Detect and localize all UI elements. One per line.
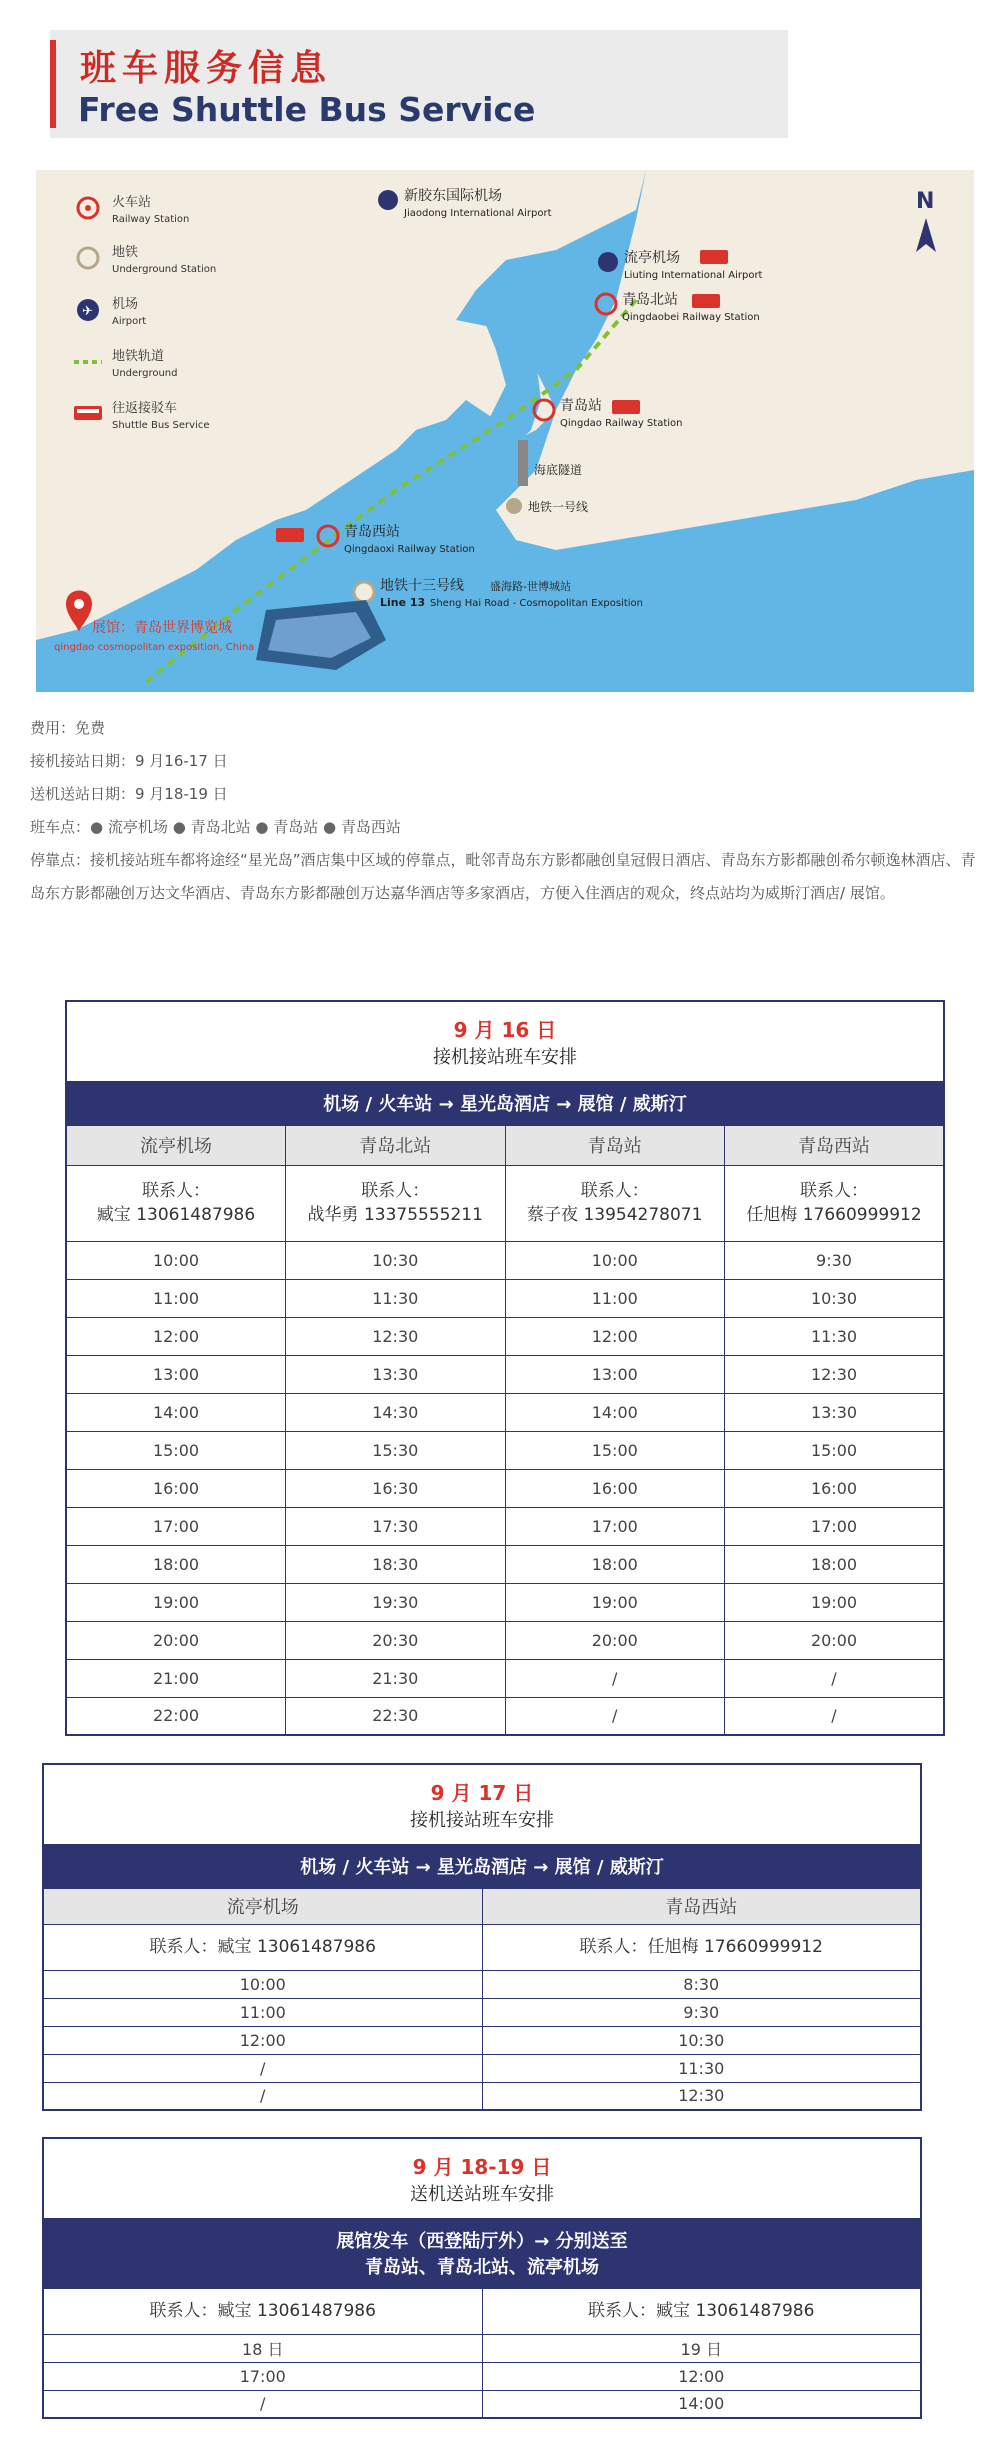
table-date: 9 月 18-19 日 — [412, 2154, 552, 2179]
time-cell: 21:00 — [66, 1659, 286, 1697]
legend-railway-zh: 火车站 — [112, 195, 152, 210]
table-row — [66, 1621, 944, 1659]
contact-cell — [725, 1165, 945, 1241]
time-cell: 16:00 — [725, 1469, 945, 1507]
time-cell: / — [505, 1697, 725, 1735]
label-line13-stop-en: Sheng Hai Road - Cosmopolitan Exposition — [430, 598, 643, 609]
day-cell: 19 日 — [482, 2334, 921, 2362]
stops-text — [30, 811, 984, 844]
time-cell: 12:00 — [505, 1317, 725, 1355]
svg-text:✈: ✈ — [82, 304, 93, 319]
contact-cell — [286, 1165, 506, 1241]
contact-cell: 联系人：臧宝 13061487986 — [43, 2288, 482, 2334]
time-cell: 16:00 — [505, 1469, 725, 1507]
contact-info: 臧宝 13061487986 — [96, 1205, 256, 1225]
time-cell: 19:00 — [66, 1583, 286, 1621]
time-cell: 19:00 — [505, 1583, 725, 1621]
time-cell: 21:30 — [286, 1659, 506, 1697]
label-jiaodong-zh: 新胶东国际机场 — [404, 188, 502, 204]
contact-cell — [66, 1165, 286, 1241]
label-qdbei-zh: 青岛北站 — [622, 292, 678, 308]
schedule-table-sep17 — [42, 1763, 922, 2111]
time-cell: 10:30 — [725, 1279, 945, 1317]
time-cell: 16:30 — [286, 1469, 506, 1507]
time-cell: 13:00 — [505, 1355, 725, 1393]
station-header: 流亭机场 — [66, 1125, 286, 1165]
time-cell: 15:00 — [725, 1431, 945, 1469]
table-date: 9 月 16 日 — [453, 1017, 557, 1042]
table-row — [66, 1507, 944, 1545]
time-cell: 10:30 — [286, 1241, 506, 1279]
time-cell: 18:30 — [286, 1545, 506, 1583]
airport-icon — [598, 252, 618, 272]
time-cell: 9:30 — [482, 1998, 921, 2026]
time-cell: 11:30 — [725, 1317, 945, 1355]
legend-metro-en: Underground — [112, 368, 178, 379]
time-cell: 12:00 — [482, 2362, 921, 2390]
table-row — [43, 2082, 921, 2110]
label-qd-en: Qingdao Railway Station — [560, 418, 683, 429]
time-cell: 17:00 — [725, 1507, 945, 1545]
time-cell: 15:00 — [505, 1431, 725, 1469]
time-cell: / — [725, 1697, 945, 1735]
legend-airport-zh: 机场 — [112, 297, 139, 312]
table-title-cell — [43, 2138, 921, 2218]
time-cell: 22:30 — [286, 1697, 506, 1735]
time-cell: 10:00 — [43, 1970, 482, 1998]
time-cell: / — [43, 2082, 482, 2110]
time-cell: 11:30 — [482, 2054, 921, 2082]
time-cell: 12:00 — [66, 1317, 286, 1355]
time-cell: 13:30 — [725, 1393, 945, 1431]
label-line13-en: Line 13 — [380, 596, 426, 609]
shuttle-bus-icon — [692, 294, 720, 308]
station-header: 青岛北站 — [286, 1125, 506, 1165]
time-cell: 15:30 — [286, 1431, 506, 1469]
table-row — [66, 1469, 944, 1507]
table-row — [66, 1697, 944, 1735]
table-row — [66, 1545, 944, 1583]
label-jiaodong-en: Jiaodong International Airport — [404, 208, 552, 219]
label-qd-zh: 青岛站 — [560, 398, 602, 414]
time-cell: 19:30 — [286, 1583, 506, 1621]
legend-shuttle-zh: 往返接驳车 — [112, 401, 178, 416]
time-cell: 20:00 — [66, 1621, 286, 1659]
contact-label: 联系人： — [580, 1181, 649, 1201]
time-cell: 12:30 — [725, 1355, 945, 1393]
label-line1: 地铁一号线 — [528, 500, 589, 514]
contact-info: 蔡子夜 13954278071 — [527, 1205, 703, 1225]
table-row — [66, 1431, 944, 1469]
legend-underground-zh: 地铁 — [112, 245, 139, 260]
station-header: 流亭机场 — [43, 1888, 482, 1924]
table-row — [66, 1317, 944, 1355]
time-cell: / — [505, 1659, 725, 1697]
stop-bullet: ● — [172, 818, 186, 836]
airport-icon — [378, 190, 398, 210]
table-row — [66, 1241, 944, 1279]
label-qdxi-en: Qingdaoxi Railway Station — [344, 544, 475, 555]
contact-info: 战华勇 13375555211 — [307, 1205, 483, 1225]
time-cell: 10:00 — [505, 1241, 725, 1279]
fee-text: 费用：免费 — [30, 719, 106, 737]
label-venue-zh: 展馆：青岛世界博览城 — [92, 620, 232, 636]
underground-station-icon — [354, 582, 374, 602]
dropoff-dates-text: 送机送站日期：9 月18-19 日 — [30, 785, 228, 803]
time-cell: 18:00 — [725, 1545, 945, 1583]
pickup-dates-text: 接机接站日期：9 月16-17 日 — [30, 752, 228, 770]
map-tunnel — [518, 440, 528, 486]
time-cell: 12:30 — [286, 1317, 506, 1355]
label-qdbei-en: Qingdaobei Railway Station — [622, 312, 760, 323]
schedule-rows — [66, 1241, 944, 1735]
stops-label: 班车点： — [30, 818, 91, 836]
label-tunnel: 海底隧道 — [534, 463, 583, 477]
label-liuting-en: Liuting International Airport — [624, 270, 763, 281]
table-row — [43, 2054, 921, 2082]
table-row — [43, 2026, 921, 2054]
table-subtitle: 接机接站班车安排 — [433, 1046, 577, 1068]
stop-item: 青岛站 — [273, 818, 319, 836]
time-cell: 15:00 — [66, 1431, 286, 1469]
schedule-table-sep18-19 — [42, 2137, 922, 2419]
time-cell: 17:00 — [43, 2362, 482, 2390]
time-cell: 12:00 — [43, 2026, 482, 2054]
label-qdxi-zh: 青岛西站 — [344, 524, 400, 540]
stop-item: 青岛西站 — [340, 818, 401, 836]
time-cell: 10:30 — [482, 2026, 921, 2054]
shuttle-bus-icon — [612, 400, 640, 414]
time-cell: 20:00 — [725, 1621, 945, 1659]
time-cell: 17:00 — [505, 1507, 725, 1545]
label-line13-stop-zh: 盛海路-世博城站 — [490, 580, 571, 593]
underground-station-icon — [506, 498, 522, 514]
time-cell: 17:00 — [66, 1507, 286, 1545]
time-cell: 11:00 — [66, 1279, 286, 1317]
time-cell: 8:30 — [482, 1970, 921, 1998]
legend-metro-zh: 地铁轨道 — [112, 349, 165, 364]
time-cell: 14:00 — [482, 2390, 921, 2418]
stop-bullet: ● — [323, 818, 337, 836]
stop-bullet: ● — [90, 818, 104, 836]
table-row — [66, 1659, 944, 1697]
table-row — [66, 1355, 944, 1393]
contact-cell: 联系人：任旭梅 17660999912 — [482, 1924, 921, 1970]
table-row — [43, 2390, 921, 2418]
station-header: 青岛站 — [505, 1125, 725, 1165]
table-date: 9 月 17 日 — [430, 1780, 534, 1805]
time-cell: 20:00 — [505, 1621, 725, 1659]
contact-info: 任旭梅 17660999912 — [746, 1205, 922, 1225]
time-cell: 11:30 — [286, 1279, 506, 1317]
legend-underground-en: Underground Station — [112, 264, 217, 275]
table-row — [43, 2362, 921, 2390]
table-subtitle: 接机接站班车安排 — [410, 1809, 554, 1831]
stop-item: 流亭机场 — [107, 818, 168, 836]
route-bar: 机场 / 火车站 → 星光岛酒店 → 展馆 / 威斯汀 — [43, 1844, 921, 1888]
time-cell: 18:00 — [66, 1545, 286, 1583]
time-cell: 18:00 — [505, 1545, 725, 1583]
time-cell: 14:30 — [286, 1393, 506, 1431]
shuttle-bus-icon — [700, 250, 728, 264]
time-cell: 13:30 — [286, 1355, 506, 1393]
route-line-2: 青岛站、青岛北站、流亭机场 — [365, 2257, 599, 2278]
contact-label: 联系人： — [800, 1181, 868, 1201]
contact-cell — [505, 1165, 725, 1241]
contact-cell: 联系人：臧宝 13061487986 — [43, 1924, 482, 1970]
time-cell: / — [725, 1659, 945, 1697]
north-label: N — [916, 189, 935, 214]
table-row — [66, 1393, 944, 1431]
time-cell: 10:00 — [66, 1241, 286, 1279]
contact-label: 联系人： — [361, 1181, 430, 1201]
time-cell: 22:00 — [66, 1697, 286, 1735]
route-bar — [43, 2218, 921, 2288]
table-row — [66, 1583, 944, 1621]
schedule-table-sep16 — [65, 1000, 945, 1736]
time-cell: 16:00 — [66, 1469, 286, 1507]
stop-bullet: ● — [255, 818, 269, 836]
time-cell: 17:30 — [286, 1507, 506, 1545]
contact-cell: 联系人：臧宝 13061487986 — [482, 2288, 921, 2334]
section-header — [50, 30, 788, 138]
header-accent-bar — [50, 40, 56, 128]
table-row — [43, 1970, 921, 1998]
parking-text: 停靠点：接机接站班车都将途经“星光岛”酒店集中区域的停靠点，毗邻青岛东方影都融创皇冠假日酒店、青岛东方影都融创希尔顿逸林酒店、青岛东方影都融创万达文华酒店、青岛东方影都融创万达嘉华酒店等多家酒店，方便入住酒店的观众，终点站均为威斯汀酒店/ 展馆。 — [30, 851, 976, 902]
table-subtitle: 送机送站班车安排 — [410, 2183, 554, 2205]
legend-railway-en: Railway Station — [112, 214, 190, 225]
contact-label: 联系人： — [142, 1181, 210, 1201]
time-cell: 11:00 — [43, 1998, 482, 2026]
table-title-cell — [66, 1001, 944, 1081]
label-venue-en: qingdao cosmopolitan exposition, China — [54, 642, 255, 653]
time-cell: 14:00 — [505, 1393, 725, 1431]
shuttle-bus-icon — [276, 528, 304, 542]
route-bar: 机场 / 火车站 → 星光岛酒店 → 展馆 / 威斯汀 — [66, 1081, 944, 1125]
station-header: 青岛西站 — [725, 1125, 945, 1165]
time-cell: 11:00 — [505, 1279, 725, 1317]
label-liuting-zh: 流亭机场 — [624, 250, 680, 266]
schedule-rows — [43, 1970, 921, 2110]
time-cell: 13:00 — [66, 1355, 286, 1393]
shuttle-route-map — [36, 170, 974, 692]
time-cell: 20:30 — [286, 1621, 506, 1659]
legend-airport-en: Airport — [112, 316, 147, 327]
table-row — [66, 1279, 944, 1317]
legend-shuttle-en: Shuttle Bus Service — [112, 420, 210, 431]
shuttle-info — [30, 712, 984, 910]
table-row — [43, 1998, 921, 2026]
station-header: 青岛西站 — [482, 1888, 921, 1924]
table-title-cell — [43, 1764, 921, 1844]
time-cell: 9:30 — [725, 1241, 945, 1279]
label-line13-zh: 地铁十三号线 — [380, 578, 464, 594]
header-title-en: Free Shuttle Bus Service — [78, 90, 536, 129]
time-cell: / — [43, 2054, 482, 2082]
header-title-zh: 班车服务信息 — [80, 47, 333, 89]
day-cell: 18 日 — [43, 2334, 482, 2362]
time-cell: 19:00 — [725, 1583, 945, 1621]
route-line-1: 展馆发车（西登陆厅外）→ 分别送至 — [336, 2231, 628, 2252]
time-cell: 12:30 — [482, 2082, 921, 2110]
time-cell: 14:00 — [66, 1393, 286, 1431]
schedule-rows — [43, 2362, 921, 2418]
stop-item: 青岛北站 — [190, 818, 251, 836]
time-cell: / — [43, 2390, 482, 2418]
